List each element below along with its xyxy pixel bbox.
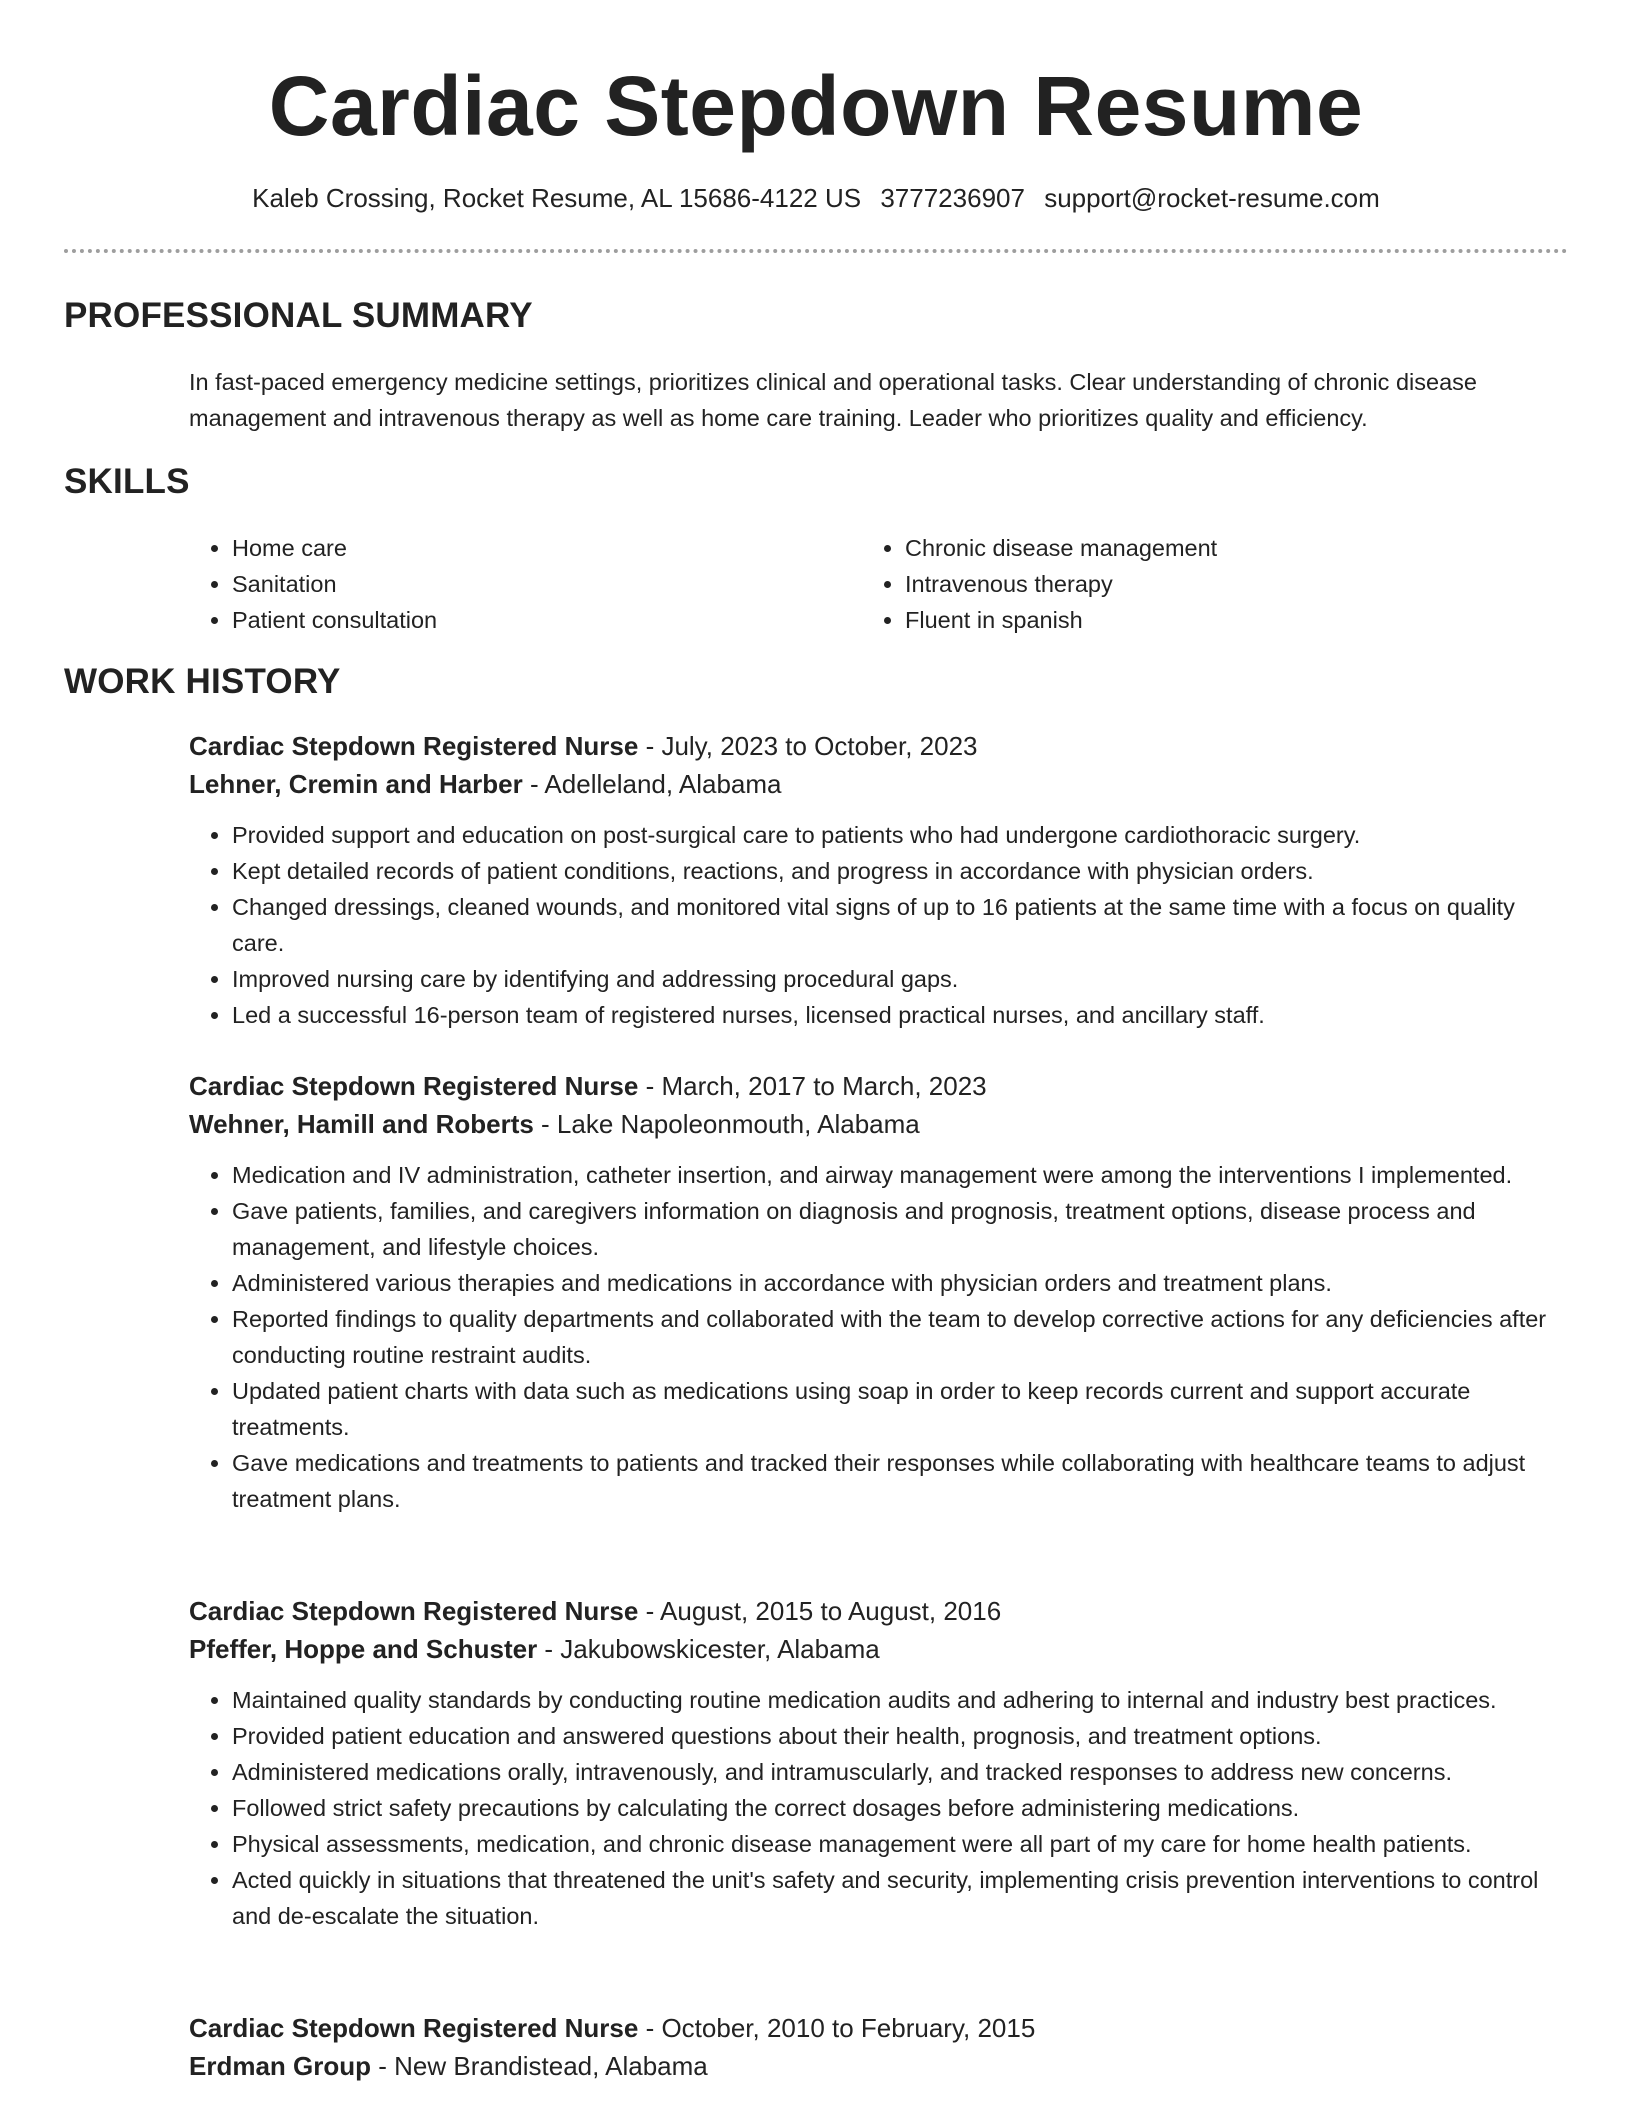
job-bullet: • Provided support and education on post-surgical care to patients who had undergone cardiothoracic surgery.: [232, 817, 1568, 853]
job-bullet: • Provided patient education and answered questions about their health, prognosis, and treatment options.: [232, 1718, 1568, 1754]
job-entry: [189, 1592, 1568, 1934]
job-entry: [189, 727, 1568, 1033]
contact-line: [64, 180, 1568, 216]
contact-address: Kaleb Crossing, Rocket Resume, AL 15686-4122 US: [252, 183, 862, 213]
job-company: Erdman Group: [189, 2051, 372, 2081]
skill-item: • Fluent in spanish: [905, 602, 1505, 638]
job-title: Cardiac Stepdown Registered Nurse: [189, 731, 639, 761]
job-bullet: • Physical assessments, medication, and chronic disease management were all part of my care for home health patients.: [232, 1826, 1568, 1862]
job-title: Cardiac Stepdown Registered Nurse: [189, 2013, 639, 2043]
summary-text: In fast-paced emergency medicine settings, prioritizes clinical and operational tasks. Clear understanding of chronic disease management and intravenous therapy as well as home care training. Leader who prioritizes quality and efficiency.: [189, 369, 1477, 431]
job-bullet: • Gave patients, families, and caregivers information on diagnosis and prognosis, treatment options, disease process and management, and lifestyle choices.: [232, 1193, 1568, 1265]
job-entry: [189, 2009, 1568, 2099]
job-bullet: • Reported findings to quality departments and collaborated with the team to develop corrective actions for any deficiencies after conducting routine restraint audits.: [232, 1301, 1568, 1373]
job-dates: - July, 2023 to October, 2023: [638, 731, 978, 761]
job-title: Cardiac Stepdown Registered Nurse: [189, 1071, 639, 1101]
job-bullet: • Medication and IV administration, catheter insertion, and airway management were among the interventions I implemented.: [232, 1157, 1568, 1193]
job-dates: - October, 2010 to February, 2015: [638, 2013, 1036, 2043]
contact-email: support@rocket-resume.com: [1044, 183, 1380, 213]
skills-column-left: [189, 530, 862, 638]
job-bullets: [189, 817, 1568, 1033]
contact-phone: 3777236907: [880, 183, 1025, 213]
job-bullet: • Administered medications orally, intravenously, and intramuscularly, and tracked responses to address new concerns.: [232, 1754, 1568, 1790]
job-bullet: • Administered various therapies and medications in accordance with physician orders and treatment plans.: [232, 1265, 1568, 1301]
job-location: - Jakubowskicester, Alabama: [537, 1634, 880, 1664]
job-bullet: • Updated patient charts with data such as medications using soap in order to keep records current and support accurate treatments.: [232, 1373, 1568, 1445]
header-divider: [64, 249, 1568, 253]
skill-item: • Sanitation: [232, 566, 862, 602]
job-location: - New Brandistead, Alabama: [371, 2051, 708, 2081]
skills-heading: SKILLS: [64, 462, 190, 501]
job-bullet: • Followed strict safety precautions by calculating the correct dosages before administering medications.: [232, 1790, 1568, 1826]
skills-column-right: [862, 530, 1505, 638]
resume-title: Cardiac Stepdown Resume: [268, 59, 1364, 153]
job-bullets: [189, 1157, 1568, 1517]
job-bullet: • Led a successful 16-person team of registered nurses, licensed practical nurses, and ancillary staff.: [232, 997, 1568, 1033]
job-company: Wehner, Hamill and Roberts: [189, 1109, 534, 1139]
skills-list: [189, 530, 1568, 638]
skill-item: • Intravenous therapy: [905, 566, 1505, 602]
job-bullet: • Changed dressings, cleaned wounds, and monitored vital signs of up to 16 patients at the same time with a focus on quality care.: [232, 889, 1568, 961]
job-bullet: • Maintained quality standards by conducting routine medication audits and adhering to internal and industry best practices.: [232, 1682, 1568, 1718]
skill-item: • Chronic disease management: [905, 530, 1505, 566]
work-history-heading: WORK HISTORY: [64, 662, 341, 701]
job-company: Lehner, Cremin and Harber: [189, 769, 523, 799]
job-bullets: [189, 1682, 1568, 1934]
skill-item: • Patient consultation: [232, 602, 862, 638]
job-company: Pfeffer, Hoppe and Schuster: [189, 1634, 538, 1664]
skill-item: • Home care: [232, 530, 862, 566]
job-dates: - March, 2017 to March, 2023: [638, 1071, 987, 1101]
job-bullet: • Improved nursing care by identifying and addressing procedural gaps.: [232, 961, 1568, 997]
job-bullet: • Kept detailed records of patient conditions, reactions, and progress in accordance with physician orders.: [232, 853, 1568, 889]
job-location: - Lake Napoleonmouth, Alabama: [533, 1109, 920, 1139]
job-title: Cardiac Stepdown Registered Nurse: [189, 1596, 639, 1626]
summary-heading: PROFESSIONAL SUMMARY: [64, 296, 533, 335]
job-entry: [189, 1067, 1568, 1517]
job-bullet: • Acted quickly in situations that threatened the unit's safety and security, implementing crisis prevention interventions to control and de-escalate the situation.: [232, 1862, 1568, 1934]
job-dates: - August, 2015 to August, 2016: [638, 1596, 1002, 1626]
job-location: - Adelleland, Alabama: [522, 769, 782, 799]
job-bullet: • Gave medications and treatments to patients and tracked their responses while collaborating with healthcare teams to adjust treatment plans.: [232, 1445, 1568, 1517]
